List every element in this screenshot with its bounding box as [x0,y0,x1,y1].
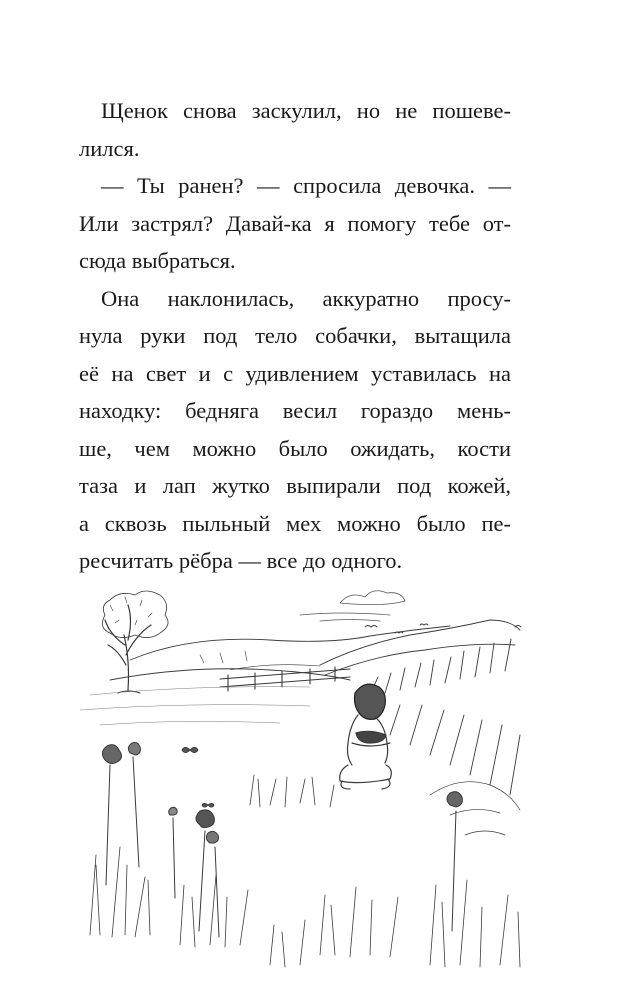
cloud-icon [300,591,405,621]
text-line: находку: бедняга весил гораздо мень- [79,398,511,423]
text-line: таза и лап жутко выпирали под кожей, [79,473,511,498]
meadow-illustration [70,575,540,975]
text-line: Она наклонилась, аккуратно просу- [101,285,511,311]
girl-with-puppy-icon [340,684,392,789]
hedge-icon [320,620,520,835]
text-line: — Ты ранен? — спросила девочка. — [101,173,511,198]
text-line: ресчитать рёбра — все до одного. [79,548,403,573]
tree-icon [102,591,168,693]
text-line: лился. [79,135,140,161]
butterfly-icon [182,748,214,808]
field-lines-icon [80,687,310,725]
text-line: её на свет и с удивлением уставилась на [79,360,511,386]
text-line: ше, чем можно было ожидать, кости [79,435,511,461]
text-line: Или застрял? Давай-ка я помогу тебе от- [79,210,511,236]
text-line: сюда выбраться. [79,248,236,273]
poppy-flowers-icon [102,743,462,938]
body-text [79,92,511,580]
text-line: нула руки под тело собачки, вытащила [79,323,511,348]
birds-icon [365,624,521,633]
text-line: Щенок снова заскулил, но не пошеве- [101,98,511,123]
text-line: а сквозь пыльный мех можно было пе- [79,510,511,536]
hills-icon [110,626,450,680]
